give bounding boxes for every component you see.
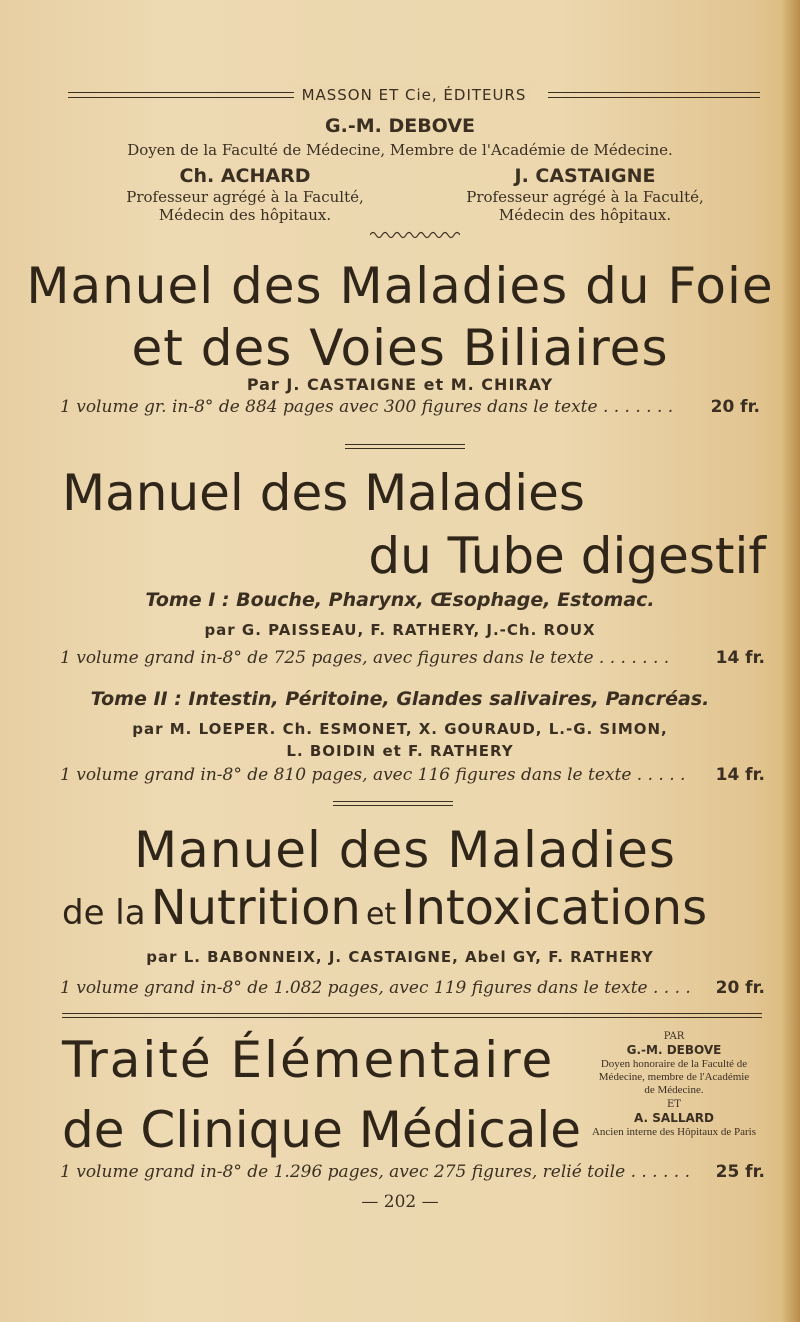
book1-description: 1 volume gr. in-8° de 884 pages avec 300 figures dans le texte . . . . . . . — [60, 397, 674, 417]
tome1-price: 14 fr. — [715, 648, 765, 668]
book1-description-line — [60, 397, 760, 417]
editor-right — [420, 164, 750, 224]
page-number: — 202 — — [361, 1192, 439, 1212]
book3-title-nutrition: Nutrition — [150, 880, 361, 936]
tome2-description-line — [60, 765, 765, 785]
book1-title-line2: et des Voies Biliaires — [131, 319, 669, 377]
book4-description-line — [60, 1162, 765, 1182]
book4-title-line1: Traité Élémentaire — [62, 1031, 555, 1089]
page-edge-shadow — [782, 0, 800, 1322]
book3-title-et: et — [365, 897, 397, 932]
book2-title-line2: du Tube digestif — [368, 527, 766, 585]
book4-et: ET — [667, 1099, 681, 1110]
tome2-authors-line1: par M. LOEPER. Ch. ESMONET, X. GOURAUD, L.-G. SIMON, — [132, 720, 668, 738]
editor-right-name: J. CASTAIGNE — [514, 165, 656, 187]
book1-price: 20 fr. — [710, 397, 760, 417]
editor-left-title-2: Médecin des hôpitaux. — [158, 206, 332, 224]
editor-right-title-2: Médecin des hôpitaux. — [498, 206, 672, 224]
book2-title-line1: Manuel des Maladies — [62, 464, 585, 522]
tome2-authors-line2: L. BOIDIN et F. RATHERY — [286, 742, 514, 760]
publisher-heading — [68, 86, 760, 106]
book3-title-intoxications: Intoxications — [401, 880, 708, 936]
tome2-heading: Tome II : Intestin, Péritoine, Glandes salivaires, Pancréas. — [90, 688, 710, 710]
book4-price: 25 fr. — [715, 1162, 765, 1182]
book1-authors: Par J. CASTAIGNE et M. CHIRAY — [246, 375, 554, 394]
publisher-name: MASSON ET Cie, ÉDITEURS — [294, 86, 535, 104]
book4-par: PAR — [663, 1031, 685, 1042]
book4-author1-title-2: Médecine, membre de l'Académie — [598, 1071, 750, 1083]
editor-right-title-1: Professeur agrégé à la Faculté, — [466, 188, 704, 206]
book3-title-line1: Manuel des Maladies — [134, 821, 676, 879]
book4-title-line2: de Clinique Médicale — [62, 1101, 582, 1159]
editor-left-title-1: Professeur agrégé à la Faculté, — [126, 188, 364, 206]
book3-authors: par L. BABONNEIX, J. CASTAIGNE, Abel GY, F. RATHERY — [146, 948, 654, 966]
wavy-ornament — [370, 230, 460, 240]
book1-title-line1: Manuel des Maladies du Foie — [26, 257, 774, 315]
book3-description: 1 volume grand in-8° de 1.082 pages, avec 119 figures dans le texte . . . . — [60, 978, 691, 998]
tome2-price: 14 fr. — [715, 765, 765, 785]
separator-3 — [62, 1013, 762, 1018]
editor-left — [80, 164, 410, 224]
tome2-description: 1 volume grand in-8° de 810 pages, avec 116 figures dans le texte . . . . . — [60, 765, 686, 785]
book4-author1-title-3: de Médecine. — [644, 1084, 704, 1096]
book3-title-line2 — [62, 880, 762, 936]
director-title: Doyen de la Faculté de Médecine, Membre de l'Académie de Médecine. — [127, 141, 673, 159]
book4-authors-block — [568, 1030, 780, 1139]
editor-left-name: Ch. ACHARD — [179, 165, 311, 187]
tome1-heading: Tome I : Bouche, Pharynx, Œsophage, Estomac. — [145, 589, 655, 611]
book3-title-de-la: de la — [62, 893, 146, 933]
separator-2 — [333, 801, 453, 806]
book3-price: 20 fr. — [715, 978, 765, 998]
tome1-description: 1 volume grand in-8° de 725 pages, avec figures dans le texte . . . . . . . — [60, 648, 670, 668]
director-name: G.-M. DEBOVE — [325, 115, 475, 137]
tome1-authors: par G. PAISSEAU, F. RATHERY, J.-Ch. ROUX — [204, 621, 596, 639]
tome1-description-line — [60, 648, 765, 668]
separator-1 — [345, 444, 465, 449]
book3-description-line — [60, 978, 765, 998]
book4-author2: A. SALLARD — [634, 1111, 714, 1125]
book4-author2-title: Ancien interne des Hôpitaux de Paris — [591, 1126, 757, 1138]
book4-author1-title-1: Doyen honoraire de la Faculté de — [600, 1058, 748, 1070]
book4-author1: G.-M. DEBOVE — [626, 1043, 722, 1057]
book4-description: 1 volume grand in-8° de 1.296 pages, avec 275 figures, relié toile . . . . . . — [60, 1162, 691, 1182]
